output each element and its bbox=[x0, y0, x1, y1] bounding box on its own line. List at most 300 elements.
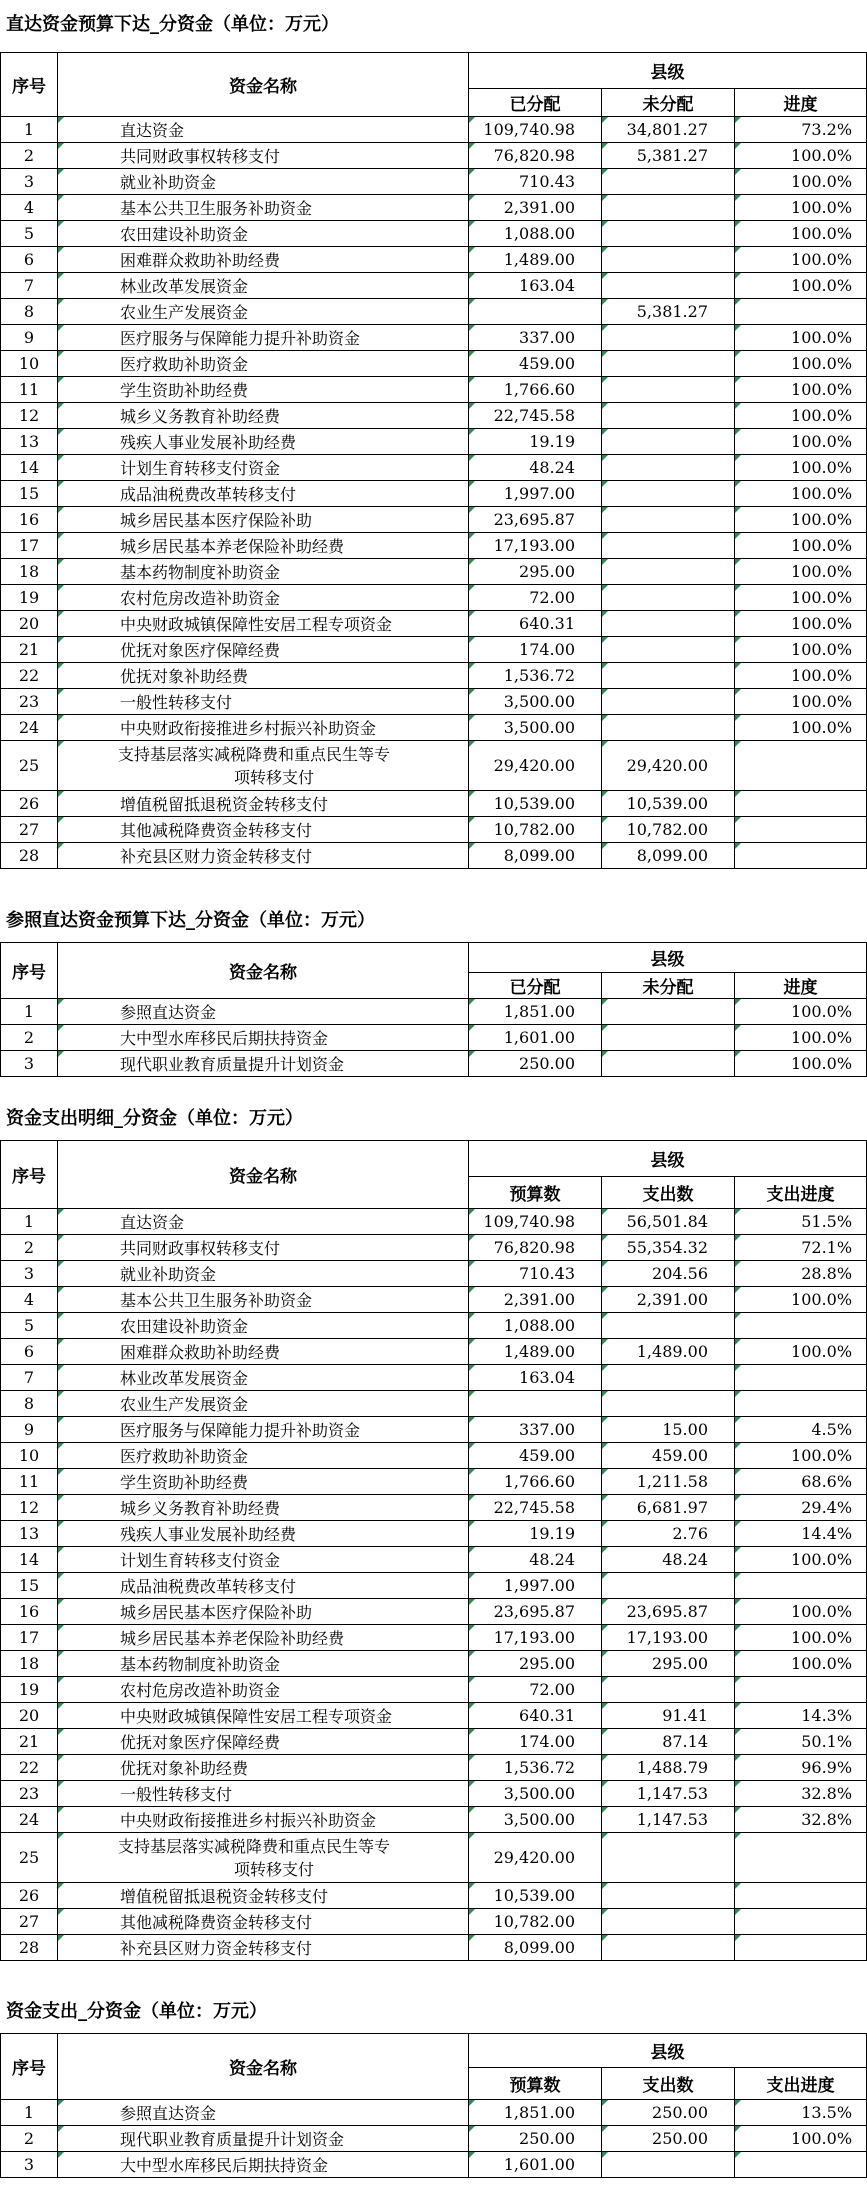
value-a-cell: 1,088.00 bbox=[469, 221, 602, 247]
value-b-cell bbox=[602, 195, 735, 221]
value-a-cell: 17,193.00 bbox=[469, 1625, 602, 1651]
value-b-cell bbox=[602, 999, 735, 1025]
fund-name-cell: 成品油税费改革转移支付 bbox=[58, 1573, 469, 1599]
value-b-cell bbox=[602, 481, 735, 507]
index-cell: 3 bbox=[1, 1261, 58, 1287]
index-cell: 10 bbox=[1, 1443, 58, 1469]
value-a-cell: 10,539.00 bbox=[469, 791, 602, 817]
index-cell: 1 bbox=[1, 2100, 58, 2126]
table-row bbox=[1, 559, 867, 585]
index-cell: 21 bbox=[1, 637, 58, 663]
value-b-cell: 459.00 bbox=[602, 1443, 735, 1469]
progress-cell: 29.4% bbox=[735, 1495, 867, 1521]
fund-name-cell: 共同财政事权转移支付 bbox=[58, 1235, 469, 1261]
fund-name-cell: 基本公共卫生服务补助资金 bbox=[58, 1287, 469, 1313]
fund-name-cell: 现代职业教育质量提升计划资金 bbox=[58, 1051, 469, 1077]
fund-name-cell: 基本药物制度补助资金 bbox=[58, 1651, 469, 1677]
value-b-cell bbox=[602, 1935, 735, 1961]
table-row bbox=[1, 1025, 867, 1051]
fund-name-cell: 一般性转移支付 bbox=[58, 689, 469, 715]
table-row bbox=[1, 221, 867, 247]
table-row bbox=[1, 1625, 867, 1651]
fund-name-cell: 优抚对象补助经费 bbox=[58, 1755, 469, 1781]
table-row bbox=[1, 1781, 867, 1807]
index-cell: 5 bbox=[1, 221, 58, 247]
index-cell: 14 bbox=[1, 455, 58, 481]
value-a-cell: 76,820.98 bbox=[469, 143, 602, 169]
table-row bbox=[1, 1391, 867, 1417]
table-row bbox=[1, 2152, 867, 2178]
index-cell: 18 bbox=[1, 559, 58, 585]
value-b-cell bbox=[602, 1391, 735, 1417]
index-cell: 3 bbox=[1, 2152, 58, 2178]
progress-cell bbox=[735, 1909, 867, 1935]
value-a-cell: 1,536.72 bbox=[469, 663, 602, 689]
header-col-a: 预算数 bbox=[469, 2068, 602, 2100]
fund-name-cell: 农业生产发展资金 bbox=[58, 1391, 469, 1417]
header-county-level: 县级 bbox=[469, 1141, 867, 1177]
index-cell: 1 bbox=[1, 999, 58, 1025]
progress-cell bbox=[735, 843, 867, 869]
index-cell: 7 bbox=[1, 1365, 58, 1391]
progress-cell: 100.0% bbox=[735, 1051, 867, 1077]
table-row bbox=[1, 1833, 867, 1883]
fund-name-cell: 其他减税降费资金转移支付 bbox=[58, 1909, 469, 1935]
table-row bbox=[1, 1729, 867, 1755]
value-a-cell bbox=[469, 1391, 602, 1417]
progress-cell bbox=[735, 1833, 867, 1883]
value-a-cell: 3,500.00 bbox=[469, 1807, 602, 1833]
index-cell: 22 bbox=[1, 663, 58, 689]
progress-cell: 100.0% bbox=[735, 1625, 867, 1651]
fund-name-cell: 医疗服务与保障能力提升补助资金 bbox=[58, 1417, 469, 1443]
value-a-cell: 1,851.00 bbox=[469, 999, 602, 1025]
progress-cell: 96.9% bbox=[735, 1755, 867, 1781]
table-row bbox=[1, 817, 867, 843]
index-cell: 24 bbox=[1, 715, 58, 741]
value-b-cell bbox=[602, 611, 735, 637]
value-b-cell: 17,193.00 bbox=[602, 1625, 735, 1651]
table-row bbox=[1, 1287, 867, 1313]
progress-cell: 4.5% bbox=[735, 1417, 867, 1443]
progress-cell: 32.8% bbox=[735, 1807, 867, 1833]
value-b-cell: 295.00 bbox=[602, 1651, 735, 1677]
fund-table bbox=[0, 942, 867, 1077]
value-b-cell: 5,381.27 bbox=[602, 143, 735, 169]
value-b-cell bbox=[602, 1313, 735, 1339]
value-a-cell: 250.00 bbox=[469, 2126, 602, 2152]
value-b-cell bbox=[602, 689, 735, 715]
table-row bbox=[1, 351, 867, 377]
fund-name-cell: 共同财政事权转移支付 bbox=[58, 143, 469, 169]
index-cell: 2 bbox=[1, 2126, 58, 2152]
progress-cell: 100.0% bbox=[735, 1339, 867, 1365]
value-a-cell: 459.00 bbox=[469, 351, 602, 377]
fund-name-cell: 农田建设补助资金 bbox=[58, 221, 469, 247]
index-cell: 13 bbox=[1, 1521, 58, 1547]
progress-cell bbox=[735, 817, 867, 843]
value-b-cell: 5,381.27 bbox=[602, 299, 735, 325]
value-a-cell: 8,099.00 bbox=[469, 843, 602, 869]
progress-cell bbox=[735, 1365, 867, 1391]
table-row bbox=[1, 585, 867, 611]
fund-name-cell: 医疗救助补助资金 bbox=[58, 351, 469, 377]
table-row bbox=[1, 455, 867, 481]
fund-name-cell: 城乡义务教育补助经费 bbox=[58, 403, 469, 429]
value-b-cell bbox=[602, 325, 735, 351]
index-cell: 16 bbox=[1, 507, 58, 533]
table-row bbox=[1, 1909, 867, 1935]
progress-cell: 14.3% bbox=[735, 1703, 867, 1729]
header-col-c: 支出进度 bbox=[735, 1177, 867, 1209]
header-fund-name: 资金名称 bbox=[58, 1141, 469, 1209]
fund-name-cell: 补充县区财力资金转移支付 bbox=[58, 1935, 469, 1961]
value-a-cell: 109,740.98 bbox=[469, 117, 602, 143]
index-cell: 1 bbox=[1, 117, 58, 143]
progress-cell: 28.8% bbox=[735, 1261, 867, 1287]
progress-cell: 100.0% bbox=[735, 351, 867, 377]
table-row bbox=[1, 1365, 867, 1391]
fund-name-line2: 项转移支付 bbox=[233, 1859, 314, 1879]
fund-name-cell: 中央财政城镇保障性安居工程专项资金 bbox=[58, 611, 469, 637]
index-cell: 15 bbox=[1, 1573, 58, 1599]
header-col-b: 未分配 bbox=[602, 89, 735, 117]
table-row bbox=[1, 273, 867, 299]
table-row bbox=[1, 715, 867, 741]
table-row bbox=[1, 403, 867, 429]
value-a-cell: 23,695.87 bbox=[469, 1599, 602, 1625]
value-b-cell: 2,391.00 bbox=[602, 1287, 735, 1313]
value-b-cell bbox=[602, 221, 735, 247]
index-cell: 17 bbox=[1, 533, 58, 559]
table-row bbox=[1, 843, 867, 869]
progress-cell: 100.0% bbox=[735, 195, 867, 221]
section-title: 资金支出_分资金（单位：万元） bbox=[6, 2001, 267, 2022]
table-row bbox=[1, 1935, 867, 1961]
fund-name-cell: 就业补助资金 bbox=[58, 1261, 469, 1287]
table-row bbox=[1, 1469, 867, 1495]
value-a-cell: 1,766.60 bbox=[469, 377, 602, 403]
value-b-cell bbox=[602, 1573, 735, 1599]
progress-cell: 73.2% bbox=[735, 117, 867, 143]
table-row bbox=[1, 1051, 867, 1077]
fund-name-cell: 大中型水库移民后期扶持资金 bbox=[58, 1025, 469, 1051]
value-a-cell: 174.00 bbox=[469, 637, 602, 663]
fund-name-cell bbox=[58, 1833, 469, 1883]
value-b-cell bbox=[602, 507, 735, 533]
value-b-cell: 87.14 bbox=[602, 1729, 735, 1755]
value-b-cell: 204.56 bbox=[602, 1261, 735, 1287]
fund-name-cell: 优抚对象医疗保障经费 bbox=[58, 1729, 469, 1755]
fund-name-cell: 农业生产发展资金 bbox=[58, 299, 469, 325]
index-cell: 4 bbox=[1, 1287, 58, 1313]
progress-cell: 100.0% bbox=[735, 481, 867, 507]
value-b-cell: 48.24 bbox=[602, 1547, 735, 1573]
value-b-cell: 2.76 bbox=[602, 1521, 735, 1547]
index-cell: 11 bbox=[1, 1469, 58, 1495]
value-a-cell: 48.24 bbox=[469, 455, 602, 481]
value-a-cell: 29,420.00 bbox=[469, 741, 602, 791]
value-a-cell: 10,782.00 bbox=[469, 1909, 602, 1935]
fund-name-cell: 残疾人事业发展补助经费 bbox=[58, 1521, 469, 1547]
fund-name-cell: 大中型水库移民后期扶持资金 bbox=[58, 2152, 469, 2178]
index-cell: 9 bbox=[1, 325, 58, 351]
header-col-a: 预算数 bbox=[469, 1177, 602, 1209]
value-a-cell: 1,997.00 bbox=[469, 481, 602, 507]
fund-name-cell: 城乡居民基本医疗保险补助 bbox=[58, 507, 469, 533]
progress-cell bbox=[735, 1883, 867, 1909]
fund-name-cell: 农村危房改造补助资金 bbox=[58, 585, 469, 611]
value-b-cell bbox=[602, 377, 735, 403]
table-row bbox=[1, 2100, 867, 2126]
fund-name-cell: 困难群众救助补助经费 bbox=[58, 247, 469, 273]
fund-name-cell: 医疗服务与保障能力提升补助资金 bbox=[58, 325, 469, 351]
value-b-cell bbox=[602, 1909, 735, 1935]
table-row bbox=[1, 533, 867, 559]
index-cell: 21 bbox=[1, 1729, 58, 1755]
table-row bbox=[1, 481, 867, 507]
value-a-cell: 10,539.00 bbox=[469, 1883, 602, 1909]
table-row bbox=[1, 999, 867, 1025]
index-cell: 24 bbox=[1, 1807, 58, 1833]
progress-cell: 100.0% bbox=[735, 585, 867, 611]
table-row bbox=[1, 663, 867, 689]
value-a-cell: 8,099.00 bbox=[469, 1935, 602, 1961]
index-cell: 14 bbox=[1, 1547, 58, 1573]
index-cell: 4 bbox=[1, 195, 58, 221]
progress-cell bbox=[735, 791, 867, 817]
header-county-level: 县级 bbox=[469, 943, 867, 973]
index-cell: 27 bbox=[1, 1909, 58, 1935]
header-fund-name: 资金名称 bbox=[58, 53, 469, 117]
fund-name-cell: 优抚对象补助经费 bbox=[58, 663, 469, 689]
fund-name-cell: 医疗救助补助资金 bbox=[58, 1443, 469, 1469]
fund-name-cell: 中央财政衔接推进乡村振兴补助资金 bbox=[58, 1807, 469, 1833]
table-row bbox=[1, 1261, 867, 1287]
table-row bbox=[1, 377, 867, 403]
value-a-cell: 1,536.72 bbox=[469, 1755, 602, 1781]
header-col-c: 进度 bbox=[735, 89, 867, 117]
value-a-cell: 3,500.00 bbox=[469, 1781, 602, 1807]
progress-cell: 100.0% bbox=[735, 429, 867, 455]
progress-cell: 100.0% bbox=[735, 1599, 867, 1625]
progress-cell: 100.0% bbox=[735, 325, 867, 351]
value-a-cell: 10,782.00 bbox=[469, 817, 602, 843]
value-a-cell: 459.00 bbox=[469, 1443, 602, 1469]
section-title: 资金支出明细_分资金（单位：万元） bbox=[6, 1108, 303, 1129]
value-b-cell bbox=[602, 403, 735, 429]
table-row bbox=[1, 1417, 867, 1443]
section-title: 参照直达资金预算下达_分资金（单位：万元） bbox=[6, 910, 375, 931]
value-a-cell: 1,766.60 bbox=[469, 1469, 602, 1495]
value-a-cell: 2,391.00 bbox=[469, 1287, 602, 1313]
value-a-cell: 23,695.87 bbox=[469, 507, 602, 533]
value-a-cell: 48.24 bbox=[469, 1547, 602, 1573]
value-b-cell: 1,147.53 bbox=[602, 1807, 735, 1833]
progress-cell: 100.0% bbox=[735, 689, 867, 715]
value-b-cell bbox=[602, 1677, 735, 1703]
progress-cell bbox=[735, 1391, 867, 1417]
value-a-cell: 163.04 bbox=[469, 273, 602, 299]
table-row bbox=[1, 637, 867, 663]
index-cell: 25 bbox=[1, 741, 58, 791]
value-b-cell bbox=[602, 351, 735, 377]
fund-name-cell: 城乡居民基本养老保险补助经费 bbox=[58, 533, 469, 559]
header-col-c: 进度 bbox=[735, 973, 867, 999]
table-row bbox=[1, 1547, 867, 1573]
progress-cell: 100.0% bbox=[735, 247, 867, 273]
progress-cell bbox=[735, 1935, 867, 1961]
value-b-cell: 55,354.32 bbox=[602, 1235, 735, 1261]
value-b-cell bbox=[602, 559, 735, 585]
value-b-cell bbox=[602, 663, 735, 689]
progress-cell: 100.0% bbox=[735, 169, 867, 195]
value-a-cell: 1,601.00 bbox=[469, 2152, 602, 2178]
fund-name-cell: 优抚对象医疗保障经费 bbox=[58, 637, 469, 663]
value-b-cell bbox=[602, 2152, 735, 2178]
progress-cell: 100.0% bbox=[735, 1547, 867, 1573]
value-a-cell: 19.19 bbox=[469, 429, 602, 455]
table-row bbox=[1, 2126, 867, 2152]
header-fund-name: 资金名称 bbox=[58, 2034, 469, 2100]
index-cell: 23 bbox=[1, 1781, 58, 1807]
value-b-cell bbox=[602, 1025, 735, 1051]
table-row bbox=[1, 1599, 867, 1625]
value-a-cell: 72.00 bbox=[469, 1677, 602, 1703]
value-a-cell: 710.43 bbox=[469, 169, 602, 195]
progress-cell: 100.0% bbox=[735, 143, 867, 169]
value-a-cell: 19.19 bbox=[469, 1521, 602, 1547]
value-b-cell bbox=[602, 1833, 735, 1883]
index-cell: 3 bbox=[1, 169, 58, 195]
table-row bbox=[1, 299, 867, 325]
table-row bbox=[1, 429, 867, 455]
progress-cell: 100.0% bbox=[735, 507, 867, 533]
table-row bbox=[1, 325, 867, 351]
value-a-cell: 1,088.00 bbox=[469, 1313, 602, 1339]
index-cell: 27 bbox=[1, 817, 58, 843]
table-row bbox=[1, 1703, 867, 1729]
progress-cell: 100.0% bbox=[735, 1287, 867, 1313]
index-cell: 22 bbox=[1, 1755, 58, 1781]
index-cell: 3 bbox=[1, 1051, 58, 1077]
table-row bbox=[1, 1755, 867, 1781]
fund-name-line2: 项转移支付 bbox=[233, 767, 314, 787]
index-cell: 8 bbox=[1, 1391, 58, 1417]
index-cell: 23 bbox=[1, 689, 58, 715]
index-cell: 11 bbox=[1, 377, 58, 403]
progress-cell: 100.0% bbox=[735, 2126, 867, 2152]
table-row bbox=[1, 689, 867, 715]
fund-name-cell: 农田建设补助资金 bbox=[58, 1313, 469, 1339]
header-index: 序号 bbox=[1, 53, 58, 117]
progress-cell: 100.0% bbox=[735, 663, 867, 689]
progress-cell: 72.1% bbox=[735, 1235, 867, 1261]
index-cell: 15 bbox=[1, 481, 58, 507]
table-row bbox=[1, 1339, 867, 1365]
progress-cell bbox=[735, 2152, 867, 2178]
index-cell: 10 bbox=[1, 351, 58, 377]
fund-name-cell: 补充县区财力资金转移支付 bbox=[58, 843, 469, 869]
progress-cell: 100.0% bbox=[735, 999, 867, 1025]
table-row bbox=[1, 507, 867, 533]
index-cell: 26 bbox=[1, 1883, 58, 1909]
table-row bbox=[1, 1235, 867, 1261]
value-a-cell: 337.00 bbox=[469, 325, 602, 351]
progress-cell: 100.0% bbox=[735, 637, 867, 663]
progress-cell: 32.8% bbox=[735, 1781, 867, 1807]
index-cell: 20 bbox=[1, 1703, 58, 1729]
fund-name-cell: 参照直达资金 bbox=[58, 2100, 469, 2126]
value-a-cell: 3,500.00 bbox=[469, 715, 602, 741]
value-b-cell: 1,489.00 bbox=[602, 1339, 735, 1365]
header-col-b: 支出数 bbox=[602, 1177, 735, 1209]
value-b-cell: 15.00 bbox=[602, 1417, 735, 1443]
value-a-cell: 1,489.00 bbox=[469, 1339, 602, 1365]
table-row bbox=[1, 1313, 867, 1339]
progress-cell: 100.0% bbox=[735, 533, 867, 559]
progress-cell bbox=[735, 1313, 867, 1339]
index-cell: 8 bbox=[1, 299, 58, 325]
fund-name-line1: 支持基层落实减税降费和重点民生等专 bbox=[118, 1836, 391, 1856]
progress-cell: 50.1% bbox=[735, 1729, 867, 1755]
index-cell: 2 bbox=[1, 1025, 58, 1051]
index-cell: 20 bbox=[1, 611, 58, 637]
index-cell: 6 bbox=[1, 247, 58, 273]
fund-name-cell: 成品油税费改革转移支付 bbox=[58, 481, 469, 507]
fund-name-cell: 基本公共卫生服务补助资金 bbox=[58, 195, 469, 221]
value-a-cell: 17,193.00 bbox=[469, 533, 602, 559]
header-index: 序号 bbox=[1, 1141, 58, 1209]
index-cell: 12 bbox=[1, 403, 58, 429]
progress-cell: 13.5% bbox=[735, 2100, 867, 2126]
table-row bbox=[1, 1443, 867, 1469]
fund-name-cell: 现代职业教育质量提升计划资金 bbox=[58, 2126, 469, 2152]
value-a-cell: 710.43 bbox=[469, 1261, 602, 1287]
progress-cell: 100.0% bbox=[735, 1443, 867, 1469]
value-a-cell: 640.31 bbox=[469, 611, 602, 637]
value-b-cell: 10,539.00 bbox=[602, 791, 735, 817]
index-cell: 5 bbox=[1, 1313, 58, 1339]
progress-cell: 100.0% bbox=[735, 715, 867, 741]
value-b-cell: 1,147.53 bbox=[602, 1781, 735, 1807]
header-col-c: 支出进度 bbox=[735, 2068, 867, 2100]
progress-cell: 100.0% bbox=[735, 403, 867, 429]
progress-cell: 100.0% bbox=[735, 611, 867, 637]
value-a-cell: 174.00 bbox=[469, 1729, 602, 1755]
value-a-cell: 1,489.00 bbox=[469, 247, 602, 273]
index-cell: 16 bbox=[1, 1599, 58, 1625]
progress-cell: 100.0% bbox=[735, 377, 867, 403]
value-b-cell: 29,420.00 bbox=[602, 741, 735, 791]
value-a-cell: 337.00 bbox=[469, 1417, 602, 1443]
value-b-cell bbox=[602, 1051, 735, 1077]
value-a-cell: 295.00 bbox=[469, 559, 602, 585]
header-col-b: 支出数 bbox=[602, 2068, 735, 2100]
value-a-cell: 76,820.98 bbox=[469, 1235, 602, 1261]
table-row bbox=[1, 1651, 867, 1677]
progress-cell bbox=[735, 1573, 867, 1599]
fund-name-cell: 学生资助补助经费 bbox=[58, 1469, 469, 1495]
fund-name-cell bbox=[58, 741, 469, 791]
value-b-cell: 1,488.79 bbox=[602, 1755, 735, 1781]
index-cell: 19 bbox=[1, 585, 58, 611]
value-a-cell bbox=[469, 299, 602, 325]
value-a-cell: 3,500.00 bbox=[469, 689, 602, 715]
fund-name-cell: 学生资助补助经费 bbox=[58, 377, 469, 403]
table-row bbox=[1, 117, 867, 143]
value-a-cell: 22,745.58 bbox=[469, 1495, 602, 1521]
